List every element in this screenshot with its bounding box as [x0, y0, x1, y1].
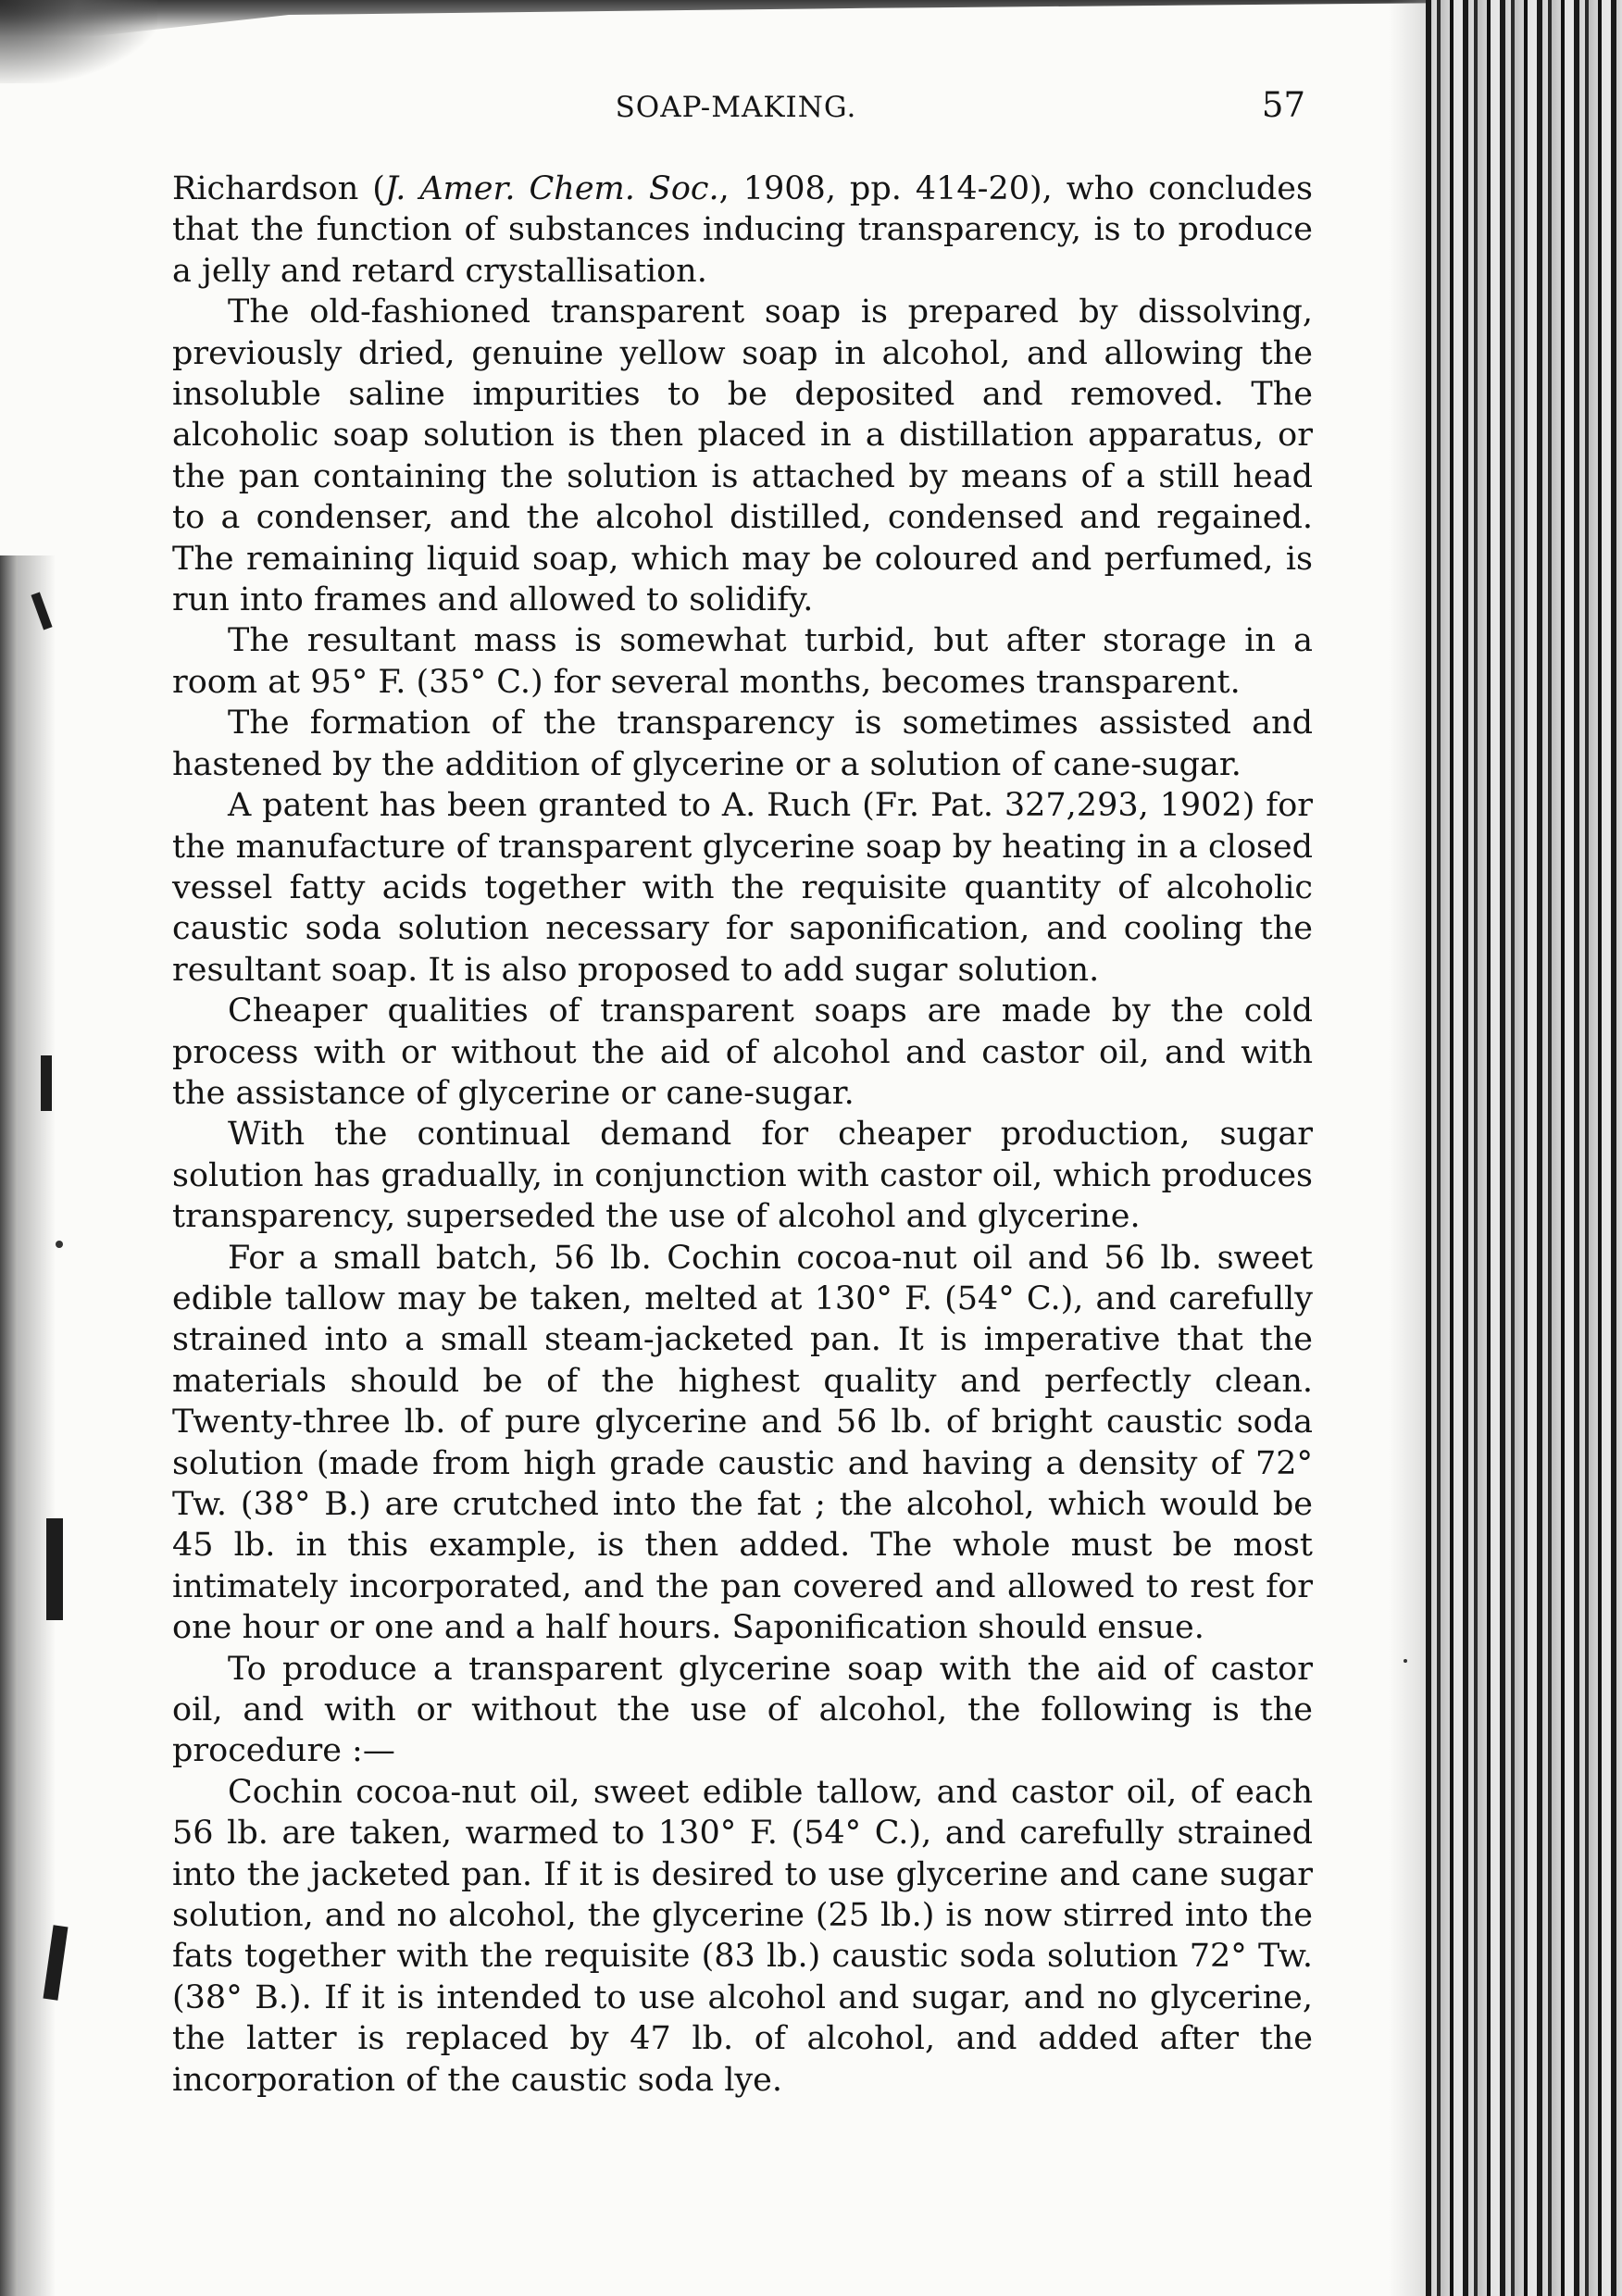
page-number: 57	[1261, 85, 1305, 125]
scan-speck	[1404, 1659, 1407, 1663]
running-head	[167, 85, 1305, 131]
paragraph-text: , 1908, pp. 414-20), who concludes that the function of substances inducing transparency, is to produce a jelly and retard crystallisation.	[172, 170, 1313, 290]
paragraph: The formation of the transparency is sometimes assisted and hastened by the addition of glycerine or a solution of cane-sugar.	[172, 705, 1313, 783]
paragraph: The old-fashioned transparent soap is prepared by dissolving, previously dried, genuine yellow soap in alcohol, and allowing the insoluble saline impurities to be deposited and removed. The alcoholic soap solution is then placed in a distillation apparatus, or the pan containing the solution is attached by means of a still head to a condenser, and the alcohol distilled, condensed and regained. The remaining liquid soap, which may be coloured and perfumed, is run into frames and allowed to solidify.	[172, 293, 1313, 619]
scan-corner-shadow	[0, 0, 157, 83]
journal-citation: J. Amer. Chem. Soc.	[384, 170, 719, 207]
paragraph-text: Richardson (	[172, 170, 385, 207]
scan-left-edge-shadow	[0, 555, 56, 2296]
paragraph: Cochin cocoa-nut oil, sweet edible tallow, and castor oil, of each 56 lb. are taken, warmed to 130° F. (54° C.), and carefully strained into the jacketed pan. If it is desired to use glycerine and cane sugar solution, and no alcohol, the glycerine (25 lb.) is now stirred into the fats together with the requisite (83 lb.) caustic soda solution 72° Tw. (38° B.). If it is intended to use alcohol and sugar, and no glycerine, the latter is replaced by 47 lb. of alcohol, and added after the incorporation of the caustic soda lye.	[172, 1773, 1313, 2099]
paragraph: With the continual demand for cheaper production, sugar solution has gradually, in conjunction with castor oil, which produces transparency, superseded the use of alcohol and glycerine.	[172, 1116, 1313, 1236]
binding-shadow	[1389, 0, 1426, 2296]
paragraph: The resultant mass is somewhat turbid, but after storage in a room at 95° F. (35° C.) for several months, becomes transparent.	[172, 622, 1313, 701]
paragraph	[172, 168, 1313, 292]
paragraph: For a small batch, 56 lb. Cochin cocoa-nut oil and 56 lb. sweet edible tallow may be taken, melted at 130° F. (54° C.), and carefully strained into a small steam-jacketed pan. It is imperative that the materials should be of the highest quality and perfectly clean. Twenty-three lb. of pure glycerine and 56 lb. of bright caustic soda solution (made from high grade caustic and having a density of 72° Tw. (38° B.) are crutched into the fat ; the alcohol, which would be 45 lb. in this example, is then added. The whole must be most intimately incorporated, and the pan covered and allowed to rest for one hour or one and a half hours. Saponification should ensue.	[172, 1239, 1313, 1647]
scan-mark	[46, 1518, 63, 1620]
scan-speck	[56, 1241, 63, 1248]
paragraph: To produce a transparent glycerine soap with the aid of castor oil, and with or without the use of alcohol, the following is the procedure :—	[172, 1650, 1313, 1770]
book-binding-edge	[1426, 0, 1622, 2296]
scan-top-edge-shadow	[0, 0, 1444, 37]
paragraph: Cheaper qualities of transparent soaps are made by the cold process with or without the aid of alcohol and castor oil, and with the assistance of glycerine or cane-sugar.	[172, 992, 1313, 1112]
paragraph: A patent has been granted to A. Ruch (Fr. Pat. 327,293, 1902) for the manufacture of transparent glycerine soap by heating in a closed vessel fatty acids together with the requisite quantity of alcoholic caustic soda solution necessary for saponification, and cooling the resultant soap. It is also proposed to add sugar solution.	[172, 787, 1313, 989]
body-text	[172, 168, 1313, 2101]
scan-mark	[41, 1055, 52, 1111]
running-title: SOAP-MAKING.	[615, 91, 857, 124]
